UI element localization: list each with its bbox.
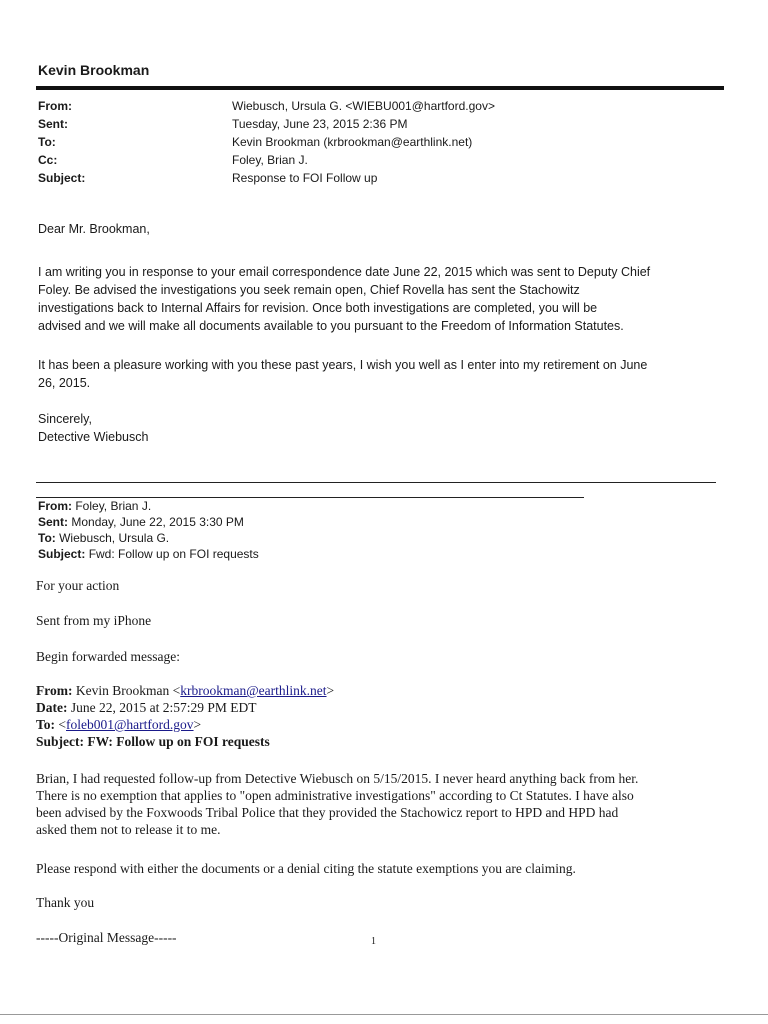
body-paragraph-1 bbox=[38, 263, 728, 335]
orig-to-email-link[interactable]: foleb001@hartford.gov bbox=[66, 717, 194, 732]
orig-from-row: From: Kevin Brookman <krbrookman@earthlink.net> bbox=[36, 683, 335, 698]
paragraph-line: asked them not to release it to me. bbox=[36, 822, 221, 837]
fwd-sent-value: Monday, June 22, 2015 3:30 PM bbox=[71, 515, 244, 529]
fwd-subject-row bbox=[38, 546, 259, 562]
from-label: From: bbox=[38, 99, 72, 113]
orig-date-label: Date: bbox=[36, 700, 68, 715]
email-header bbox=[38, 97, 495, 187]
paragraph-line: 26, 2015. bbox=[38, 376, 91, 390]
original-paragraph-2: Please respond with either the documents or a denial citing the statute exemptions you are claiming. bbox=[36, 861, 576, 876]
paragraph-line: There is no exemption that applies to "open administrative investigations" according to Ct Statutes. I have also bbox=[36, 788, 634, 803]
from-value: Wiebusch, Ursula G. <WIEBU001@hartford.gov> bbox=[232, 99, 495, 113]
fwd-from-row bbox=[38, 498, 259, 514]
fwd-sent-row bbox=[38, 514, 259, 530]
original-header bbox=[36, 682, 736, 750]
orig-subject-value: FW: Follow up on FOI requests bbox=[87, 734, 270, 749]
original-message-marker: -----Original Message----- bbox=[36, 930, 177, 945]
paragraph-line: It has been a pleasure working with you these past years, I wish you well as I enter into my retirement on June bbox=[38, 358, 648, 372]
page-number: 1 bbox=[371, 936, 376, 947]
header-row-subject bbox=[38, 169, 495, 187]
fwd-action-line: For your action bbox=[36, 578, 120, 593]
cc-label: Cc: bbox=[38, 153, 58, 167]
orig-date-row bbox=[36, 699, 736, 716]
orig-from-label: From: bbox=[36, 683, 73, 698]
greeting: Dear Mr. Brookman, bbox=[38, 222, 150, 236]
body-paragraph-2 bbox=[38, 356, 728, 392]
paragraph-line: been advised by the Foxwoods Tribal Police that they provided the Stachowicz report to HPD and HPD had bbox=[36, 805, 619, 820]
paragraph-line: investigations back to Internal Affairs for revision. Once both investigations are completed, you will be bbox=[38, 301, 598, 315]
orig-subject-label: Subject: bbox=[36, 734, 84, 749]
fwd-from-value: Foley, Brian J. bbox=[75, 499, 152, 513]
to-value: Kevin Brookman (krbrookman@earthlink.net) bbox=[232, 135, 473, 149]
original-paragraph-1 bbox=[36, 770, 736, 838]
paragraph-line: advised and we will make all documents available to you pursuant to the Freedom of Information Statutes. bbox=[38, 319, 624, 333]
fwd-to-value: Wiebusch, Ursula G. bbox=[59, 531, 170, 545]
divider-line bbox=[36, 482, 716, 483]
orig-from-name: Kevin Brookman bbox=[75, 683, 170, 698]
header-row-sent bbox=[38, 115, 495, 133]
subject-label: Subject: bbox=[38, 171, 86, 185]
sent-value: Tuesday, June 23, 2015 2:36 PM bbox=[232, 117, 408, 131]
fwd-begin-line: Begin forwarded message: bbox=[36, 649, 180, 664]
orig-subject-row bbox=[36, 733, 736, 750]
header-divider bbox=[36, 86, 724, 90]
header-row-from bbox=[38, 97, 495, 115]
fwd-from-label: From: bbox=[38, 499, 72, 513]
to-label: To: bbox=[38, 135, 56, 149]
paragraph-line: Foley. Be advised the investigations you seek remain open, Chief Rovella has sent the Stachowitz bbox=[38, 283, 580, 297]
header-row-cc bbox=[38, 151, 495, 169]
document-owner-name: Kevin Brookman bbox=[38, 62, 150, 78]
page-bottom-edge bbox=[0, 1014, 768, 1015]
orig-to-label: To: bbox=[36, 717, 56, 732]
sent-label: Sent: bbox=[38, 117, 68, 131]
orig-from-email-link[interactable]: krbrookman@earthlink.net bbox=[180, 683, 327, 698]
forwarded-header bbox=[38, 498, 259, 562]
fwd-to-row bbox=[38, 530, 259, 546]
paragraph-line: Brian, I had requested follow-up from Detective Wiebusch on 5/15/2015. I never heard anything back from her. bbox=[36, 771, 639, 786]
closing: Sincerely, bbox=[38, 412, 92, 426]
fwd-iphone-line: Sent from my iPhone bbox=[36, 613, 152, 628]
signature: Detective Wiebusch bbox=[38, 430, 149, 444]
original-thanks: Thank you bbox=[36, 895, 95, 910]
paragraph-line: I am writing you in response to your email correspondence date June 22, 2015 which was sent to Deputy Chief bbox=[38, 265, 651, 279]
orig-to-row: To: <foleb001@hartford.gov> bbox=[36, 717, 202, 732]
cc-value: Foley, Brian J. bbox=[232, 153, 308, 167]
fwd-sent-label: Sent: bbox=[38, 515, 68, 529]
subject-value: Response to FOI Follow up bbox=[232, 171, 378, 185]
orig-date-value: June 22, 2015 at 2:57:29 PM EDT bbox=[70, 700, 257, 715]
fwd-subject-value: Fwd: Follow up on FOI requests bbox=[88, 547, 259, 561]
header-row-to bbox=[38, 133, 495, 151]
fwd-subject-label: Subject: bbox=[38, 547, 86, 561]
fwd-to-label: To: bbox=[38, 531, 56, 545]
